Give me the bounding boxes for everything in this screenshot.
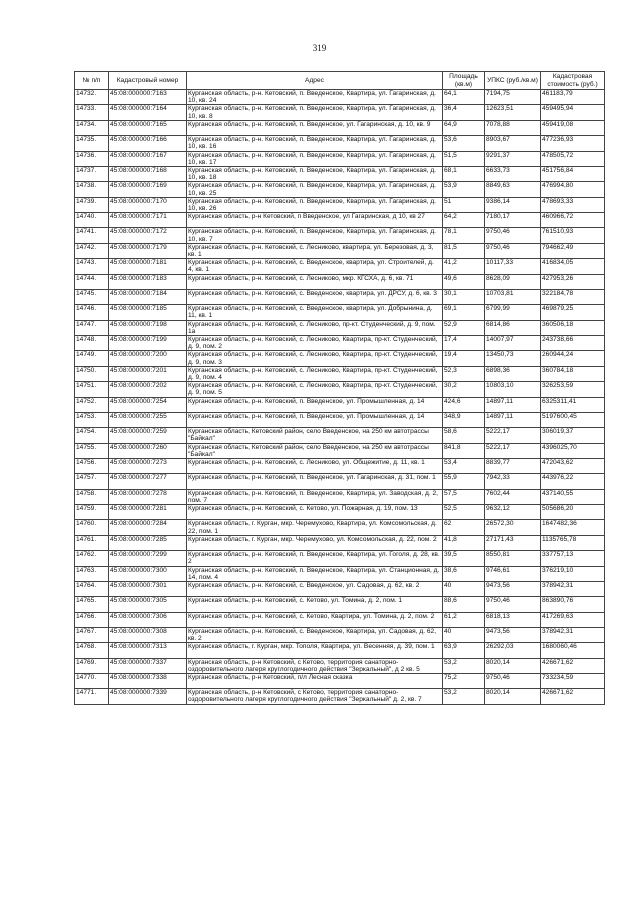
cell-area: 51,5 — [443, 151, 485, 166]
cell-num: 14748. — [75, 336, 109, 351]
cell-num: 14746. — [75, 305, 109, 320]
cell-cadastral-cost: 459419,08 — [541, 120, 605, 135]
cell-cadastral-number: 45:08:000000:7198 — [109, 320, 187, 335]
cell-cadastral-number: 45:08:000000:7300 — [109, 566, 187, 581]
header-cadastral-cost: Кадастровая стоимость (руб.) — [541, 72, 605, 90]
cell-cadastral-number: 45:08:000000:7338 — [109, 673, 187, 688]
table-row — [75, 320, 605, 335]
cell-area: 52,5 — [443, 505, 485, 520]
cell-upks: 10703,81 — [485, 289, 541, 304]
cell-upks: 9386,14 — [485, 197, 541, 212]
cell-area: 78,1 — [443, 228, 485, 243]
cell-upks: 6799,99 — [485, 305, 541, 320]
table-row — [75, 505, 605, 520]
table-row — [75, 520, 605, 535]
cadastral-registry-table — [74, 71, 605, 705]
cell-cadastral-cost: 426671,62 — [541, 658, 605, 673]
cell-num: 14744. — [75, 274, 109, 289]
table-row — [75, 166, 605, 181]
cell-num: 14751. — [75, 382, 109, 397]
cell-cadastral-cost: 360784,18 — [541, 366, 605, 381]
cell-area: 55,9 — [443, 474, 485, 489]
table-row — [75, 689, 605, 704]
cell-address: Курганская область, р-н. Кетовский, п. Введенское, ул. Гагаринская, д. 31, пом. 1 — [187, 474, 443, 489]
cell-upks: 7942,33 — [485, 474, 541, 489]
cell-cadastral-number: 45:08:000000:7165 — [109, 120, 187, 135]
cell-cadastral-cost: 416834,05 — [541, 259, 605, 274]
cell-address: Курганская область, г. Курган, мкр. Черемухово, Квартира, ул. Комсомольская, д. 22, пом. 1 — [187, 520, 443, 535]
cell-cadastral-number: 45:08:000000:7260 — [109, 443, 187, 458]
cell-area: 49,6 — [443, 274, 485, 289]
cell-cadastral-number: 45:08:000000:7202 — [109, 382, 187, 397]
cell-cadastral-number: 45:08:000000:7183 — [109, 274, 187, 289]
table-row — [75, 105, 605, 120]
cell-upks: 8628,09 — [485, 274, 541, 289]
cell-cadastral-number: 45:08:000000:7337 — [109, 658, 187, 673]
cell-area: 51 — [443, 197, 485, 212]
cell-num: 14757. — [75, 474, 109, 489]
cell-num: 14743. — [75, 259, 109, 274]
cell-cadastral-number: 45:08:000000:7199 — [109, 336, 187, 351]
cell-cadastral-number: 45:08:000000:7278 — [109, 489, 187, 504]
cell-cadastral-number: 45:08:000000:7168 — [109, 166, 187, 181]
table-row — [75, 243, 605, 258]
cell-area: 64,2 — [443, 213, 485, 228]
cell-cadastral-cost: 378942,31 — [541, 581, 605, 596]
cell-cadastral-number: 45:08:000000:7299 — [109, 551, 187, 566]
cell-cadastral-cost: 459495,94 — [541, 105, 605, 120]
cell-cadastral-cost: 437140,55 — [541, 489, 605, 504]
cell-address: Курганская область, р-н Кетовский, п Введенское, ул Гагаринская, д 10, кв 27 — [187, 213, 443, 228]
table-row — [75, 612, 605, 627]
cell-cadastral-cost: 478505,72 — [541, 151, 605, 166]
cell-address: Курганская область, р-н. Кетовский, с. Введенское, квартира, ул. Добрынина, д. 11, кв. 1 — [187, 305, 443, 320]
cell-area: 424,6 — [443, 397, 485, 412]
cell-upks: 6898,36 — [485, 366, 541, 381]
cell-cadastral-number: 45:08:000000:7281 — [109, 505, 187, 520]
cell-num: 14764. — [75, 581, 109, 596]
cell-num: 14736. — [75, 151, 109, 166]
cell-cadastral-cost: 1135765,78 — [541, 535, 605, 550]
cell-address: Курганская область, р-н. Кетовский, с. Кетово, ул. Пожарная, д. 19, пом. 13 — [187, 505, 443, 520]
cell-cadastral-number: 45:08:000000:7171 — [109, 213, 187, 228]
cell-cadastral-number: 45:08:000000:7285 — [109, 535, 187, 550]
cell-cadastral-cost: 6325311,41 — [541, 397, 605, 412]
cell-num: 14740. — [75, 213, 109, 228]
cell-address: Курганская область, р-н. Кетовский, п. Введенское, ул. Промышленная, д. 14 — [187, 412, 443, 427]
cell-num: 14771. — [75, 689, 109, 704]
cell-cadastral-cost: 4396025,70 — [541, 443, 605, 458]
cell-upks: 7194,75 — [485, 90, 541, 105]
cell-cadastral-number: 45:08:000000:7308 — [109, 627, 187, 642]
cell-cadastral-cost: 322184,78 — [541, 289, 605, 304]
cell-num: 14747. — [75, 320, 109, 335]
cell-upks: 6814,86 — [485, 320, 541, 335]
cell-upks: 7180,17 — [485, 213, 541, 228]
table-row — [75, 213, 605, 228]
cell-area: 53,4 — [443, 459, 485, 474]
cell-area: 88,6 — [443, 597, 485, 612]
table-body — [75, 90, 605, 705]
table-row — [75, 597, 605, 612]
cell-upks: 9291,37 — [485, 151, 541, 166]
cell-cadastral-cost: 1680060,46 — [541, 643, 605, 658]
cell-area: 64,1 — [443, 90, 485, 105]
cell-area: 81,5 — [443, 243, 485, 258]
cell-upks: 9750,46 — [485, 597, 541, 612]
cell-address: Курганская область, р-н Кетовский, с Кетово, территория санаторно-оздоровительного лагеря круглогодичного действия "Зеркальный" д. 2, кв. 7 — [187, 689, 443, 704]
cell-cadastral-number: 45:08:000000:7313 — [109, 643, 187, 658]
table-row — [75, 581, 605, 596]
cell-address: Курганская область, р-н. Кетовский, с. Лесниково, мкр. КГСХА, д. 6, кв. 71 — [187, 274, 443, 289]
cell-cadastral-cost: 863890,76 — [541, 597, 605, 612]
cell-address: Курганская область, г. Курган, мкр. Тополя, Квартира, ул. Весенняя, д. 39, пом. 1 — [187, 643, 443, 658]
cell-cadastral-cost: 733234,59 — [541, 673, 605, 688]
cell-cadastral-cost: 461183,79 — [541, 90, 605, 105]
cell-upks: 6818,13 — [485, 612, 541, 627]
table-row — [75, 658, 605, 673]
cell-cadastral-number: 45:08:000000:7201 — [109, 366, 187, 381]
cell-num: 14753. — [75, 412, 109, 427]
cell-address: Курганская область, р-н. Кетовский, п. Введенское, Квартира, ул. Гагаринская, д. 10, кв. 24 — [187, 90, 443, 105]
cell-cadastral-cost: 243738,66 — [541, 336, 605, 351]
table-row — [75, 120, 605, 135]
cell-area: 30,2 — [443, 382, 485, 397]
cell-cadastral-cost: 1647482,36 — [541, 520, 605, 535]
cell-upks: 12623,51 — [485, 105, 541, 120]
table-row — [75, 643, 605, 658]
cell-num: 14769. — [75, 658, 109, 673]
cell-area: 40 — [443, 627, 485, 642]
cell-address: Курганская область, р-н. Кетовский, с. Введенское, квартира, ул. Строителей, д. 4, кв. 1 — [187, 259, 443, 274]
cell-cadastral-number: 45:08:000000:7179 — [109, 243, 187, 258]
cell-upks: 7602,44 — [485, 489, 541, 504]
cell-upks: 14897,11 — [485, 397, 541, 412]
cell-area: 41,2 — [443, 259, 485, 274]
cell-address: Курганская область, р-н. Кетовский, п. Введенское, Квартира, ул. Гагаринская, д. 10, кв. 18 — [187, 166, 443, 181]
cell-upks: 8849,63 — [485, 182, 541, 197]
cell-num: 14739. — [75, 197, 109, 212]
cell-upks: 9750,46 — [485, 673, 541, 688]
cell-upks: 9750,46 — [485, 243, 541, 258]
cell-address: Курганская область, р-н. Кетовский, с. Кетово, ул. Томина, д. 2, пом. 1 — [187, 597, 443, 612]
table-row — [75, 443, 605, 458]
table-row — [75, 336, 605, 351]
cell-area: 61,2 — [443, 612, 485, 627]
cell-upks: 8550,81 — [485, 551, 541, 566]
cell-cadastral-number: 45:08:000000:7301 — [109, 581, 187, 596]
cell-num: 14768. — [75, 643, 109, 658]
cell-area: 63,9 — [443, 643, 485, 658]
cell-area: 348,9 — [443, 412, 485, 427]
cell-cadastral-cost: 451756,84 — [541, 166, 605, 181]
cell-address: Курганская область, р-н. Кетовский, с. Лесниково, квартира, ул. Березовая, д. 3, кв. 1 — [187, 243, 443, 258]
table-row — [75, 274, 605, 289]
cell-num: 14759. — [75, 505, 109, 520]
cell-cadastral-number: 45:08:000000:7172 — [109, 228, 187, 243]
cell-cadastral-cost: 427953,26 — [541, 274, 605, 289]
cell-upks: 27171,43 — [485, 535, 541, 550]
cell-area: 17,4 — [443, 336, 485, 351]
cell-address: Курганская область, г. Курган, мкр. Черемухово, ул. Комсомольская, д. 22, пом. 2 — [187, 535, 443, 550]
cell-cadastral-number: 45:08:000000:7184 — [109, 289, 187, 304]
cell-cadastral-cost: 326253,59 — [541, 382, 605, 397]
cell-cadastral-number: 45:08:000000:7200 — [109, 351, 187, 366]
cell-num: 14762. — [75, 551, 109, 566]
cell-num: 14741. — [75, 228, 109, 243]
cell-cadastral-number: 45:08:000000:7169 — [109, 182, 187, 197]
cell-address: Курганская область, р-н. Кетовский, п. Введенское, Квартира, ул. Гагаринская, д. 10, кв. 25 — [187, 182, 443, 197]
cell-upks: 5222,17 — [485, 443, 541, 458]
cell-address: Курганская область, р-н Кетовский, с Кетово, территория санаторно-оздоровительного лагеря круглогодичного действия "Зеркальный", д 2 кв. 5 — [187, 658, 443, 673]
table-row — [75, 305, 605, 320]
cell-num: 14754. — [75, 428, 109, 443]
header-cadastral-number: Кадастровый номер — [109, 72, 187, 90]
cell-upks: 10803,10 — [485, 382, 541, 397]
cell-area: 30,1 — [443, 289, 485, 304]
cell-upks: 14897,11 — [485, 412, 541, 427]
cell-area: 52,9 — [443, 320, 485, 335]
header-num: № п/п — [75, 72, 109, 90]
cell-upks: 26292,03 — [485, 643, 541, 658]
table-row — [75, 90, 605, 105]
table-row — [75, 366, 605, 381]
cell-cadastral-number: 45:08:000000:7254 — [109, 397, 187, 412]
cell-cadastral-number: 45:08:000000:7306 — [109, 612, 187, 627]
cell-area: 53,9 — [443, 182, 485, 197]
cell-num: 14765. — [75, 597, 109, 612]
cell-upks: 13450,73 — [485, 351, 541, 366]
cell-cadastral-number: 45:08:000000:7284 — [109, 520, 187, 535]
cell-address: Курганская область, р-н. Кетовский, с. Введенское, квартира, ул. ДРСУ, д. 6, кв. 3 — [187, 289, 443, 304]
cell-num: 14756. — [75, 459, 109, 474]
cell-upks: 26572,30 — [485, 520, 541, 535]
cell-address: Курганская область, р-н. Кетовский, п. Введенское, Квартира, ул. Заводская, д. 2, пом. 7 — [187, 489, 443, 504]
cell-num: 14752. — [75, 397, 109, 412]
cell-upks: 9746,61 — [485, 566, 541, 581]
cell-address: Курганская область, р-н Кетовский, п/л Лесная сказка — [187, 673, 443, 688]
cell-num: 14733. — [75, 105, 109, 120]
cell-cadastral-number: 45:08:000000:7277 — [109, 474, 187, 489]
cell-address: Курганская область, р-н. Кетовский, с. Лесниково, пр-кт. Студенческий, д. 9, пом. 1а — [187, 320, 443, 335]
cell-cadastral-cost: 469879,25 — [541, 305, 605, 320]
cell-cadastral-cost: 360506,18 — [541, 320, 605, 335]
table-row — [75, 397, 605, 412]
cell-cadastral-number: 45:08:000000:7305 — [109, 597, 187, 612]
cell-cadastral-cost: 5197600,45 — [541, 412, 605, 427]
cell-num: 14735. — [75, 136, 109, 151]
cell-cadastral-cost: 337757,13 — [541, 551, 605, 566]
cell-address: Курганская область, р-н. Кетовский, п. Введенское, ул. Гагаринская, д. 10, кв. 9 — [187, 120, 443, 135]
cell-num: 14761. — [75, 535, 109, 550]
cell-num: 14770. — [75, 673, 109, 688]
cell-area: 57,5 — [443, 489, 485, 504]
cell-address: Курганская область, р-н. Кетовский, с. Лесниково, Квартира, пр-кт. Студенческий, д. 9, пом. 5 — [187, 382, 443, 397]
cell-cadastral-cost: 460966,72 — [541, 213, 605, 228]
cell-cadastral-number: 45:08:000000:7163 — [109, 90, 187, 105]
cell-upks: 8020,14 — [485, 689, 541, 704]
cell-upks: 8839,77 — [485, 459, 541, 474]
cell-cadastral-number: 45:08:000000:7164 — [109, 105, 187, 120]
cell-upks: 5222,17 — [485, 428, 541, 443]
cell-upks: 7078,88 — [485, 120, 541, 135]
cell-upks: 10117,33 — [485, 259, 541, 274]
cell-cadastral-cost: 443976,22 — [541, 474, 605, 489]
cell-area: 36,4 — [443, 105, 485, 120]
cell-area: 841,8 — [443, 443, 485, 458]
table-row — [75, 182, 605, 197]
cell-cadastral-cost: 260944,24 — [541, 351, 605, 366]
cell-address: Курганская область, р-н. Кетовский, п. Введенское, ул. Промышленная, д. 14 — [187, 397, 443, 412]
cell-area: 68,1 — [443, 166, 485, 181]
cell-num: 14766. — [75, 612, 109, 627]
table-row — [75, 197, 605, 212]
cell-num: 14749. — [75, 351, 109, 366]
cell-area: 53,6 — [443, 136, 485, 151]
cell-num: 14737. — [75, 166, 109, 181]
cell-upks: 6633,73 — [485, 166, 541, 181]
cell-address: Курганская область, р-н. Кетовский, п. Введенское, Квартира, ул. Гагаринская, д. 10, кв. 7 — [187, 228, 443, 243]
table-row — [75, 627, 605, 642]
cell-cadastral-cost: 306019,37 — [541, 428, 605, 443]
cell-cadastral-cost: 417269,63 — [541, 612, 605, 627]
cell-address: Курганская область, р-н. Кетовский, с. Кетово, Квартира, ул. Томина, д. 2, пом. 2 — [187, 612, 443, 627]
table-row — [75, 259, 605, 274]
table-row — [75, 566, 605, 581]
cell-num: 14732. — [75, 90, 109, 105]
cell-num: 14745. — [75, 289, 109, 304]
cell-cadastral-number: 45:08:000000:7181 — [109, 259, 187, 274]
header-area: Площадь (кв.м) — [443, 72, 485, 90]
cell-upks: 8903,67 — [485, 136, 541, 151]
table-header-row — [75, 72, 605, 90]
cell-upks: 9632,12 — [485, 505, 541, 520]
table-row — [75, 428, 605, 443]
cell-cadastral-number: 45:08:000000:7255 — [109, 412, 187, 427]
table-row — [75, 412, 605, 427]
cell-address: Курганская область, р-н. Кетовский, с. Введенское, ул. Садовая, д. 62, кв. 2 — [187, 581, 443, 596]
cell-address: Курганская область, Кетовский район, село Введенское, на 250 км автотрассы "Байкал" — [187, 428, 443, 443]
table-row — [75, 551, 605, 566]
cell-cadastral-cost: 505686,20 — [541, 505, 605, 520]
cell-cadastral-number: 45:08:000000:7339 — [109, 689, 187, 704]
cell-cadastral-number: 45:08:000000:7259 — [109, 428, 187, 443]
cell-area: 58,6 — [443, 428, 485, 443]
table-row — [75, 151, 605, 166]
cell-cadastral-number: 45:08:000000:7166 — [109, 136, 187, 151]
cell-upks: 8020,14 — [485, 658, 541, 673]
cell-cadastral-number: 45:08:000000:7170 — [109, 197, 187, 212]
cell-num: 14767. — [75, 627, 109, 642]
cell-num: 14750. — [75, 366, 109, 381]
table-row — [75, 289, 605, 304]
cell-upks: 9750,46 — [485, 228, 541, 243]
cell-num: 14763. — [75, 566, 109, 581]
cell-upks: 9473,56 — [485, 581, 541, 596]
table-row — [75, 136, 605, 151]
cell-num: 14742. — [75, 243, 109, 258]
table-row — [75, 351, 605, 366]
cell-area: 19,4 — [443, 351, 485, 366]
cell-num: 14755. — [75, 443, 109, 458]
cell-area: 53,2 — [443, 658, 485, 673]
cell-cadastral-number: 45:08:000000:7273 — [109, 459, 187, 474]
table-row — [75, 489, 605, 504]
cell-address: Курганская область, р-н. Кетовский, п. Введенское, Квартира, ул. Гагаринская, д. 10, кв. 17 — [187, 151, 443, 166]
cell-num: 14760. — [75, 520, 109, 535]
cell-cadastral-cost: 378942,31 — [541, 627, 605, 642]
cell-area: 75,2 — [443, 673, 485, 688]
cell-address: Курганская область, р-н. Кетовский, с. Лесниково, Квартира, пр-кт. Студенческий, д. 9, пом. 2 — [187, 336, 443, 351]
cell-address: Курганская область, р-н. Кетовский, с. Лесниково, Квартира, пр-кт. Студенческий, д. 9, пом. 4 — [187, 366, 443, 381]
cell-address: Курганская область, р-н. Кетовский, п. Введенское, Квартира, ул. Гагаринская, д. 10, кв. 26 — [187, 197, 443, 212]
cell-cadastral-cost: 477236,93 — [541, 136, 605, 151]
cell-address: Курганская область, Кетовский район, село Введенское, на 250 км автотрассы "Байкал" — [187, 443, 443, 458]
cell-area: 62 — [443, 520, 485, 535]
table-row — [75, 459, 605, 474]
cell-area: 52,3 — [443, 366, 485, 381]
cell-address: Курганская область, р-н. Кетовский, п. Введенское, Квартира, ул. Гагаринская, д. 10, кв. 16 — [187, 136, 443, 151]
cell-cadastral-cost: 761510,93 — [541, 228, 605, 243]
cell-cadastral-cost: 376219,10 — [541, 566, 605, 581]
cell-cadastral-number: 45:08:000000:7185 — [109, 305, 187, 320]
cell-area: 53,2 — [443, 689, 485, 704]
table-row — [75, 382, 605, 397]
header-address: Адрес — [187, 72, 443, 90]
cell-num: 14758. — [75, 489, 109, 504]
cell-num: 14738. — [75, 182, 109, 197]
cell-cadastral-cost: 426671,62 — [541, 689, 605, 704]
cell-area: 40 — [443, 581, 485, 596]
cell-cadastral-cost: 794662,49 — [541, 243, 605, 258]
table-row — [75, 228, 605, 243]
cell-cadastral-cost: 476994,80 — [541, 182, 605, 197]
cell-address: Курганская область, р-н. Кетовский, с. Введенское, Квартира, ул. Садовая, д. 62, кв. 2 — [187, 627, 443, 642]
table-row — [75, 535, 605, 550]
cell-cadastral-number: 45:08:000000:7167 — [109, 151, 187, 166]
cell-num: 14734. — [75, 120, 109, 135]
cell-cadastral-cost: 478693,33 — [541, 197, 605, 212]
cell-area: 69,1 — [443, 305, 485, 320]
cell-area: 38,6 — [443, 566, 485, 581]
cell-address: Курганская область, р-н. Кетовский, с. Лесниково, Квартира, пр-кт. Студенческий, д. 9, пом. 3 — [187, 351, 443, 366]
cell-cadastral-cost: 472043,62 — [541, 459, 605, 474]
cell-area: 39,5 — [443, 551, 485, 566]
cell-address: Курганская область, р-н. Кетовский, п. Введенское, Квартира, ул. Гагаринская, д. 10, кв. 8 — [187, 105, 443, 120]
cell-upks: 14007,97 — [485, 336, 541, 351]
cell-area: 41,8 — [443, 535, 485, 550]
cell-address: Курганская область, р-н. Кетовский, п. Введенское, Квартира, ул. Гоголя, д. 28, кв. 2 — [187, 551, 443, 566]
cell-address: Курганская область, р-н. Кетовский, с. Лесниково, ул. Общежитие, д. 11, кв. 1 — [187, 459, 443, 474]
page-number: 319 — [312, 43, 327, 53]
header-upks: УПКС (руб./кв.м) — [485, 72, 541, 90]
cell-address: Курганская область, р-н. Кетовский, п. Введенское, Квартира, ул. Станционная, д. 14, пом. 4 — [187, 566, 443, 581]
cell-upks: 9473,56 — [485, 627, 541, 642]
cell-area: 64,9 — [443, 120, 485, 135]
table-row — [75, 474, 605, 489]
table-row — [75, 673, 605, 688]
